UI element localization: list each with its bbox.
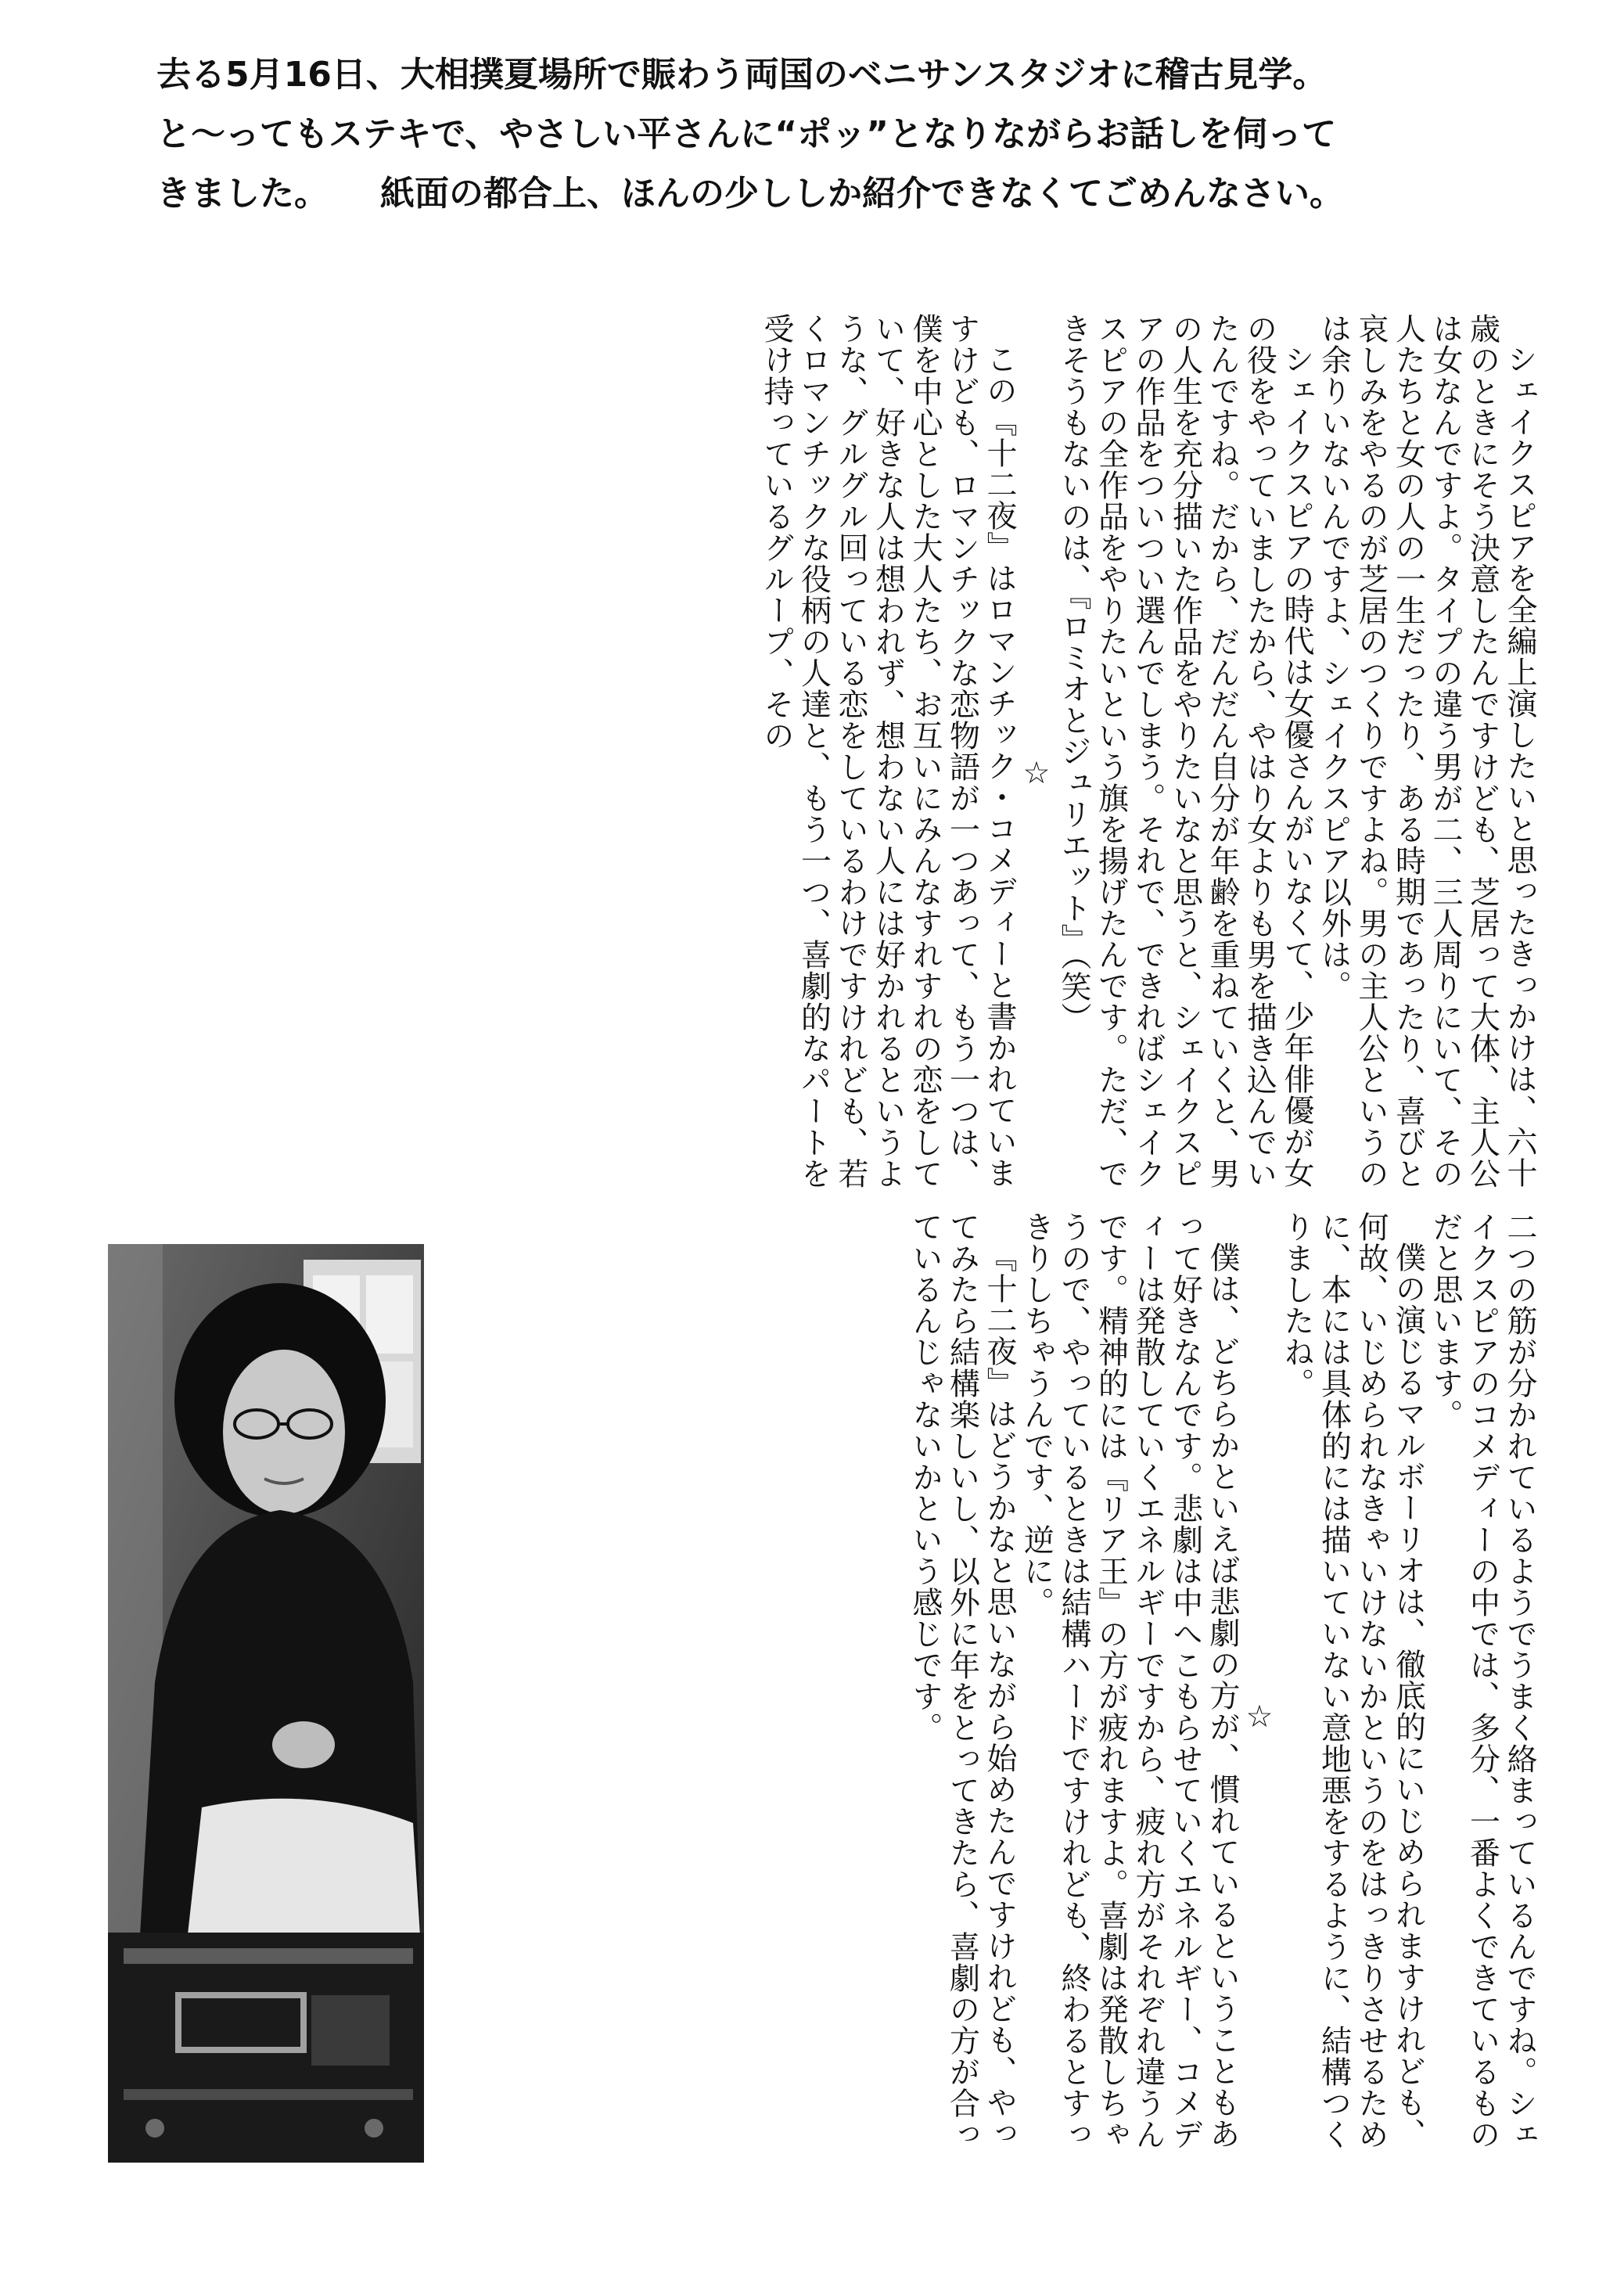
upper-paragraph-3: この『十二夜』はロマンチック・コメディーと書かれていますけども、ロマンチックな恋物語が一つあって、もう一つは、僕を中心とした大人たち、お互いにみんなすれすれの恋をしていて、好きな人は想われず、想わない人には好かれるというような、グルグル回っている恋をしているわけですけれども、若くロマンチックな役柄の人達と、もう一つ、喜劇的なパートを受け持っているグループ、その <box>759 313 1017 1189</box>
lead-line-3: きました。 紙面の都合上、ほんの少ししか紹介できなくてごめんなさい。 <box>156 174 1344 214</box>
lower-paragraph-3: 僕は、どちらかといえば悲劇の方が、慣れているということもあって好きなんです。悲劇は中へこもらせていくエネルギー、コメディーは発散していくエネルギーですから、疲れ方がそれぞれ違うんです。精神的には『リア王』の方が疲れますよ。喜劇は発散しちゃうので、やっているときは結構ハードですけれども、終わるとすっきりしちゃうんです、逆に。 <box>1019 1211 1240 2150</box>
upper-paragraph-1: シェイクスピアを全編上演したいと思ったきっかけは、六十歳のときにそう決意したんですけども、芝居って大体、主人公は女なんですよ。タイプの違う男が二、三人周りにいて、その人たちと女の人の一生だったり、ある時期であったり、喜びと哀しみをやるのが芝居のつくりですよね。男の主人公というのは余りいないんですよ、シェイクスピア以外は。 <box>1316 313 1537 1189</box>
portrait-photo-icon <box>108 1244 424 2163</box>
lead-line-1: 去る5月16日、大相撲夏場所で賑わう両国のベニサンスタジオに稽古見学。 <box>156 55 1328 95</box>
portrait-photo <box>108 1244 424 2163</box>
section-break-star: ☆ <box>1019 755 1055 792</box>
lower-paragraph-2: 僕の演じるマルボーリオは、徹底的にいじめられますけれども、何故、いじめられなきゃいけないかというのをはっきりさせるために、本には具体的には描いていない意地悪をするように、結構つくりましたね。 <box>1279 1211 1426 2150</box>
lower-paragraph-4: 『十二夜』はどうかなと思いながら始めたんですけれども、やってみたら結構楽しいし、以外に年をとってきたら、喜劇の方が合っているんじゃないかという感じです。 <box>907 1211 1017 2150</box>
upper-paragraph-2: シェイクスピアの時代は女優さんがいなくて、少年俳優が女の役をやっていましたから、やはり女よりも男を描き込んでいたんですね。だから、だんだん自分が年齢を重ねていくと、男の人生を充分描いた作品をやりたいなと思うと、シェイクスピアの作品をついつい選んでしまう。それで、できればシェイクスピアの全作品をやりたいという旗を揚げたんです。ただ、できそうもないのは、『ロミオとジュリエット』（笑） <box>1056 313 1314 1189</box>
interview-lower-column <box>521 1211 1538 2158</box>
section-break-star: ☆ <box>1241 1699 1277 1735</box>
lower-paragraph-1: 二つの筋が分かれているようでうまく絡まっているんですね。シェイクスピアのコメディーの中では、多分、一番よくできているものだと思います。 <box>1428 1211 1537 2150</box>
lead-text <box>156 45 1533 224</box>
interview-upper-column <box>106 313 1538 1197</box>
lead-line-2: と〜ってもステキで、やさしい平さんに“ポッ”となりながらお話しを伺って <box>156 114 1337 154</box>
